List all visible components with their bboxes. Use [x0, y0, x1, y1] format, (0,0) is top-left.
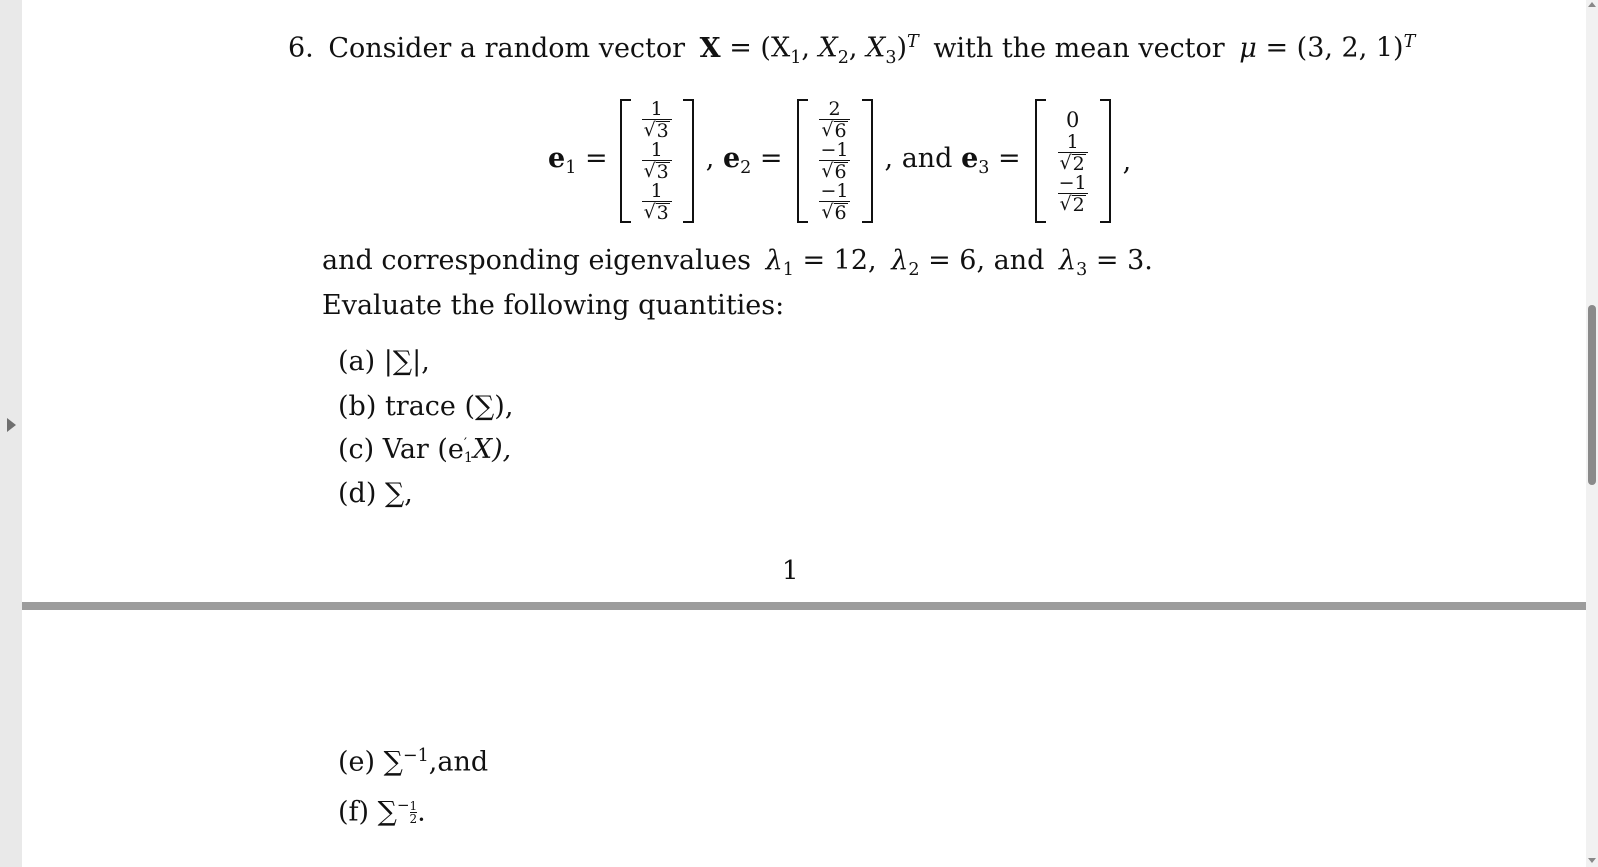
instruction: Evaluate the following quantities:: [322, 290, 785, 321]
page-separator: [22, 602, 1587, 610]
item-f-num: 1: [409, 798, 418, 813]
lambda-2: λ: [891, 245, 909, 276]
e1_entries-entry: [642, 97, 672, 142]
e1-matrix: [620, 99, 694, 223]
x2-sub: 2: [837, 47, 849, 68]
scroll-up-icon[interactable]: [1588, 2, 1596, 7]
item-a-expr: |∑|,: [383, 346, 430, 377]
x-sep-1: ,: [801, 32, 819, 64]
fraction-numerator: 2: [828, 97, 841, 120]
item-b-expr: trace (∑),: [384, 391, 514, 422]
mu-symbol: μ: [1239, 32, 1257, 64]
expand-arrow-icon[interactable]: [7, 418, 16, 432]
e3_entries-entry: 0: [1065, 107, 1080, 132]
x-symbol: X: [699, 32, 721, 64]
e3-matrix: [1035, 99, 1111, 223]
mean-value: = (3, 2, 1): [1265, 32, 1404, 64]
fraction-numerator: −1: [1058, 171, 1087, 194]
item-e-sigma: ∑: [383, 746, 403, 778]
e2_entries-entry: [819, 97, 849, 142]
fraction-numerator: −1: [820, 179, 849, 202]
fraction-numerator: 1: [650, 179, 663, 202]
lambda-1-sub: 1: [782, 260, 794, 281]
scroll-down-icon[interactable]: [1588, 858, 1596, 863]
page-number: 1: [782, 556, 799, 586]
fraction-numerator: 1: [650, 97, 663, 120]
x-sep-2: ,: [848, 32, 867, 64]
item-d-expr: ∑,: [384, 478, 413, 509]
eigenvector-row: [548, 96, 1145, 226]
item-b: [338, 393, 513, 420]
item-e-sup: −1: [402, 746, 429, 766]
lambda-3: λ: [1058, 245, 1077, 276]
trailing-comma: ,: [1122, 145, 1132, 177]
transpose-mark: T: [907, 32, 919, 52]
fraction-denominator: √ 6: [819, 201, 849, 223]
eigenvalues-line: [322, 247, 1153, 280]
clipped-previous-line: [500, 0, 820, 2]
x3-var: X: [866, 32, 886, 64]
item-c-expr-post: X),: [472, 434, 512, 465]
fraction-denominator: √ 3: [642, 160, 672, 182]
item-f-minus: −: [396, 796, 410, 814]
mean-transpose-mark: T: [1403, 32, 1416, 52]
item-d-label: (d): [338, 478, 377, 509]
fraction-denominator: √ 3: [642, 201, 672, 223]
item-f-tail: .: [417, 796, 426, 828]
fraction-numerator: 1: [650, 138, 663, 161]
e3-label: , and $e_3$ =: [884, 143, 1021, 179]
problem-number: 6.: [288, 32, 314, 64]
item-f: [338, 798, 426, 826]
e3_entries-entry: [1057, 171, 1089, 216]
item-b-label: (b): [338, 391, 377, 422]
item-f-label: (f): [338, 796, 370, 828]
intro-text: Consider a random vector: [328, 32, 686, 64]
e1-label: $e_1$ =: [548, 143, 608, 179]
problem-statement: [288, 34, 1415, 67]
fraction-numerator: −1: [820, 138, 849, 161]
scroll-thumb[interactable]: [1588, 305, 1596, 485]
item-e-label: (e): [338, 746, 376, 778]
item-d: [338, 480, 413, 507]
item-f-den: 2: [409, 811, 418, 826]
left-gutter: [0, 0, 22, 867]
fraction-denominator: √ 6: [819, 119, 849, 141]
lambda-3-value: = 3.: [1095, 245, 1153, 276]
e2_entries-entry: [819, 138, 851, 183]
item-c-label: (c): [338, 434, 375, 465]
item-e: [338, 748, 488, 776]
lambda-2-value: = 6, and: [928, 245, 1045, 276]
item-c-sup: ′: [463, 435, 468, 452]
item-a: [338, 348, 430, 375]
x2-var: X: [818, 32, 838, 64]
x-def: = (X: [729, 32, 791, 64]
lambda-2-sub: 2: [908, 260, 920, 281]
e3_entries-entry: [1058, 130, 1088, 175]
fraction-denominator: √ 3: [642, 119, 672, 141]
item-f-sigma: ∑: [377, 796, 397, 828]
lambda-3-sub: 3: [1076, 260, 1088, 281]
e2-matrix: [797, 99, 873, 223]
scrollbar[interactable]: [1586, 0, 1598, 867]
mean-text: with the mean vector: [933, 32, 1225, 64]
item-c: [338, 436, 511, 465]
fraction-denominator: √ 6: [819, 160, 849, 182]
lambda-1-value: = 12,: [802, 245, 877, 276]
fraction-denominator: √ 2: [1058, 193, 1088, 215]
item-a-label: (a): [338, 346, 376, 377]
e1_entries-entry: [642, 179, 672, 224]
x1-sub: 1: [790, 47, 802, 68]
item-f-exponent-fraction: [410, 800, 418, 825]
x3-sub: 3: [885, 47, 897, 68]
e2-label: , $e_2$ =: [705, 143, 783, 179]
eigen-text: and corresponding eigenvalues: [322, 245, 751, 276]
e1_entries-entry: [642, 138, 672, 183]
fraction-denominator: √ 2: [1058, 152, 1088, 174]
x-tail: ): [896, 32, 908, 64]
fraction-numerator: 1: [1066, 130, 1079, 153]
item-c-expr-pre: Var (e: [382, 434, 464, 465]
item-e-tail: ,and: [428, 746, 489, 778]
e2_entries-entry: [819, 179, 851, 224]
item-c-sub: 1: [463, 449, 473, 466]
lambda-1: λ: [765, 245, 783, 276]
